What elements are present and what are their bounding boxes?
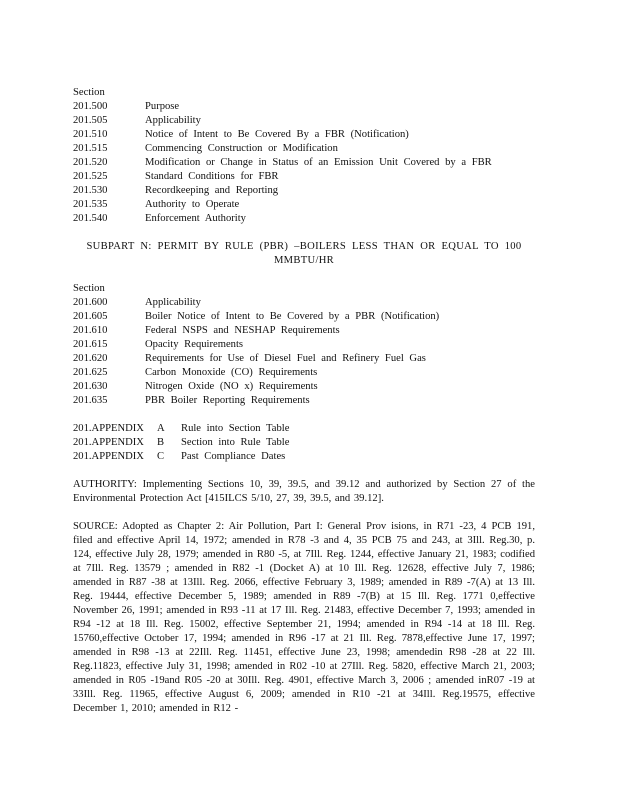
section-title: Authority to Operate xyxy=(145,199,240,210)
section-row xyxy=(73,100,535,114)
appendix-letter: A xyxy=(157,423,165,434)
section-number: 201.620 xyxy=(73,353,108,364)
section-row xyxy=(73,394,535,408)
section-title: Modification or Change in Status of an Emission Unit Covered by a FBR xyxy=(145,157,492,168)
section-title: Opacity Requirements xyxy=(145,339,244,350)
section-row xyxy=(73,296,535,310)
appendix-row xyxy=(73,436,535,450)
section-row xyxy=(73,128,535,142)
appendix-number: 201.APPENDIX xyxy=(73,437,144,448)
section-number: 201.600 xyxy=(73,297,108,308)
appendix-title: Rule into Section Table xyxy=(181,423,290,434)
section-title: Carbon Monoxide (CO) Requirements xyxy=(145,367,318,378)
section-row xyxy=(73,352,535,366)
appendix-list xyxy=(73,422,535,464)
section-row xyxy=(73,380,535,394)
section-title: Applicability xyxy=(145,115,201,126)
appendix-row xyxy=(73,450,535,464)
appendix-number: 201.APPENDIX xyxy=(73,451,144,462)
section-row xyxy=(73,310,535,324)
section-number: 201.505 xyxy=(73,115,108,126)
section-number: 201.520 xyxy=(73,157,108,168)
section-title: PBR Boiler Reporting Requirements xyxy=(145,395,310,406)
section-list-subpart-n xyxy=(73,296,535,408)
section-title: Nitrogen Oxide (NO x) Requirements xyxy=(145,381,318,392)
section-number: 201.630 xyxy=(73,381,108,392)
appendix-letter: B xyxy=(157,437,165,448)
section-row xyxy=(73,170,535,184)
appendix-title: Past Compliance Dates xyxy=(181,451,286,462)
section-number: 201.525 xyxy=(73,171,108,182)
section-row xyxy=(73,114,535,128)
section-row xyxy=(73,324,535,338)
appendix-title: Section into Rule Table xyxy=(181,437,290,448)
section-number: 201.530 xyxy=(73,185,108,196)
section-number: 201.635 xyxy=(73,395,108,406)
section-row xyxy=(73,338,535,352)
section-title: Boiler Notice of Intent to Be Covered by a PBR (Notification) xyxy=(145,311,440,322)
appendix-letter: C xyxy=(157,451,165,462)
section-label: Section xyxy=(73,283,105,294)
section-number: 201.610 xyxy=(73,325,108,336)
section-number: 201.510 xyxy=(73,129,108,140)
section-number: 201.515 xyxy=(73,143,108,154)
section-title: Standard Conditions for FBR xyxy=(145,171,279,182)
section-row xyxy=(73,198,535,212)
section-label: Section xyxy=(73,87,105,98)
section-row xyxy=(73,366,535,380)
section-title: Commencing Construction or Modification xyxy=(145,143,338,154)
section-number: 201.540 xyxy=(73,213,108,224)
section-title: Notice of Intent to Be Covered By a FBR (Notification) xyxy=(145,129,409,140)
section-title: Recordkeeping and Reporting xyxy=(145,185,279,196)
appendix-row xyxy=(73,422,535,436)
section-number: 201.605 xyxy=(73,311,108,322)
authority-paragraph: AUTHORITY: Implementing Sections 10, 39, 39.5, and 39.12 and authorized by Section 27 of the Environmental Protection Act [415ILCS 5/10, 27, 39, 39.5, and 39.12]. xyxy=(73,479,535,504)
section-title: Purpose xyxy=(145,101,180,112)
section-row xyxy=(73,156,535,170)
section-number: 201.615 xyxy=(73,339,108,350)
section-number: 201.535 xyxy=(73,199,108,210)
section-number: 201.500 xyxy=(73,101,108,112)
section-title: Requirements for Use of Diesel Fuel and Refinery Fuel Gas xyxy=(145,353,426,364)
document-page xyxy=(73,86,535,716)
subpart-heading: SUBPART N: PERMIT BY RULE (PBR) –BOILERS LESS THAN OR EQUAL TO 100 MMBTU/HR xyxy=(86,241,522,266)
section-title: Enforcement Authority xyxy=(145,213,246,224)
section-number: 201.625 xyxy=(73,367,108,378)
section-list-subpart-m xyxy=(73,100,535,226)
source-paragraph: SOURCE: Adopted as Chapter 2: Air Pollution, Part I: General Prov isions, in R71 -23, 4 PCB 191, filed and effective April 14, 1972; amended in R78 -3 and 4, 35 PCB 75 and 243, at 3Ill. Reg.30, p. 124, effective July 28, 1979; amended in R80 -5, at 7Ill. Reg. 1244, effective January 21, 1983; codified at 7Ill. Reg. 13579 ; amended in R82 -1 (Docket A) at 10 Ill. Reg. 12628, effective July 7, 1986; amended in R87 -38 at 13Ill. Reg. 2066, effective February 3, 1989; amended in R89 -7(A) at 13 Ill. Reg. 19444, effective December 5, 1989; amended in R89 -7(B) at 15 Ill. Reg. 1771 0,effective November 26, 1991; amended in R93 -11 at 17 Ill. Reg. 21483, effective December 7, 1993; amended in R94 -12 at 18 Ill. Reg. 15002, effective September 21, 1994; amended in R94 -14 at 18 Ill. Reg. 15760,effective October 17, 1994; amended in R96 -17 at 21 Ill. Reg. 7878,effective June 17, 1997; amended in R98 -13 at 22Ill. Reg. 11451, effective June 23, 1998; amendedin R98 -28 at 22 Ill. Reg.11823, effective July 31, 1998; amended in R02 -10 at 27Ill. Reg. 5820, effective March 21, 2003; amended in R05 -19and R05 -20 at 30Ill. Reg. 4901, effective March 3, 2006 ; amended inR07 -19 at 33Ill. Reg. 11965, effective August 6, 2009; amended in R10 -21 at 34Ill. Reg.19575, effective December 1, 2010; amended in R12 - xyxy=(73,521,535,714)
section-row xyxy=(73,142,535,156)
section-title: Federal NSPS and NESHAP Requirements xyxy=(145,325,340,336)
section-title: Applicability xyxy=(145,297,201,308)
appendix-number: 201.APPENDIX xyxy=(73,423,144,434)
section-row xyxy=(73,212,535,226)
section-row xyxy=(73,184,535,198)
